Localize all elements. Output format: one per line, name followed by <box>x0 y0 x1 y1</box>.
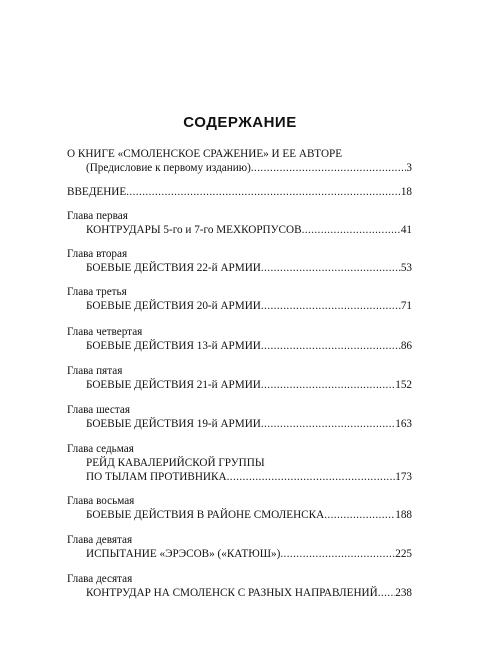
dot-leader <box>261 339 401 353</box>
toc-entry-title: ПО ТЫЛАМ ПРОТИВНИКА <box>86 471 227 483</box>
toc-entry-chapter-1[interactable] <box>86 223 412 237</box>
chapter-label: Глава четвертая <box>67 326 143 338</box>
toc-entry-title: БОЕВЫЕ ДЕЙСТВИЯ 22-й АРМИИ <box>86 262 261 274</box>
toc-entry-chapter-10[interactable] <box>86 586 412 600</box>
toc-entry-page: 188 <box>395 509 412 521</box>
toc-entry-title-line1: РЕЙД КАВАЛЕРИЙСКОЙ ГРУППЫ <box>86 457 265 469</box>
toc-entry-page: 225 <box>395 548 412 560</box>
toc-entry-chapter-7[interactable] <box>86 470 412 484</box>
toc-entry-chapter-2[interactable] <box>86 261 412 275</box>
chapter-label: Глава восьмая <box>67 495 135 507</box>
toc-entry-title: БОЕВЫЕ ДЕЙСТВИЯ В РАЙОНЕ СМОЛЕНСКА <box>86 509 325 521</box>
toc-entry-title: БОЕВЫЕ ДЕЙСТВИЯ 21-й АРМИИ <box>86 379 261 391</box>
page-title: СОДЕРЖАНИЕ <box>183 114 297 131</box>
chapter-label: Глава седьмая <box>67 443 134 455</box>
toc-entry-chapter-8[interactable] <box>86 508 412 522</box>
toc-entry-page: 238 <box>395 587 412 599</box>
dot-leader <box>261 378 395 392</box>
toc-entry-page: 163 <box>395 418 412 430</box>
toc-entry-title: (Предисловие к первому изданию) <box>86 162 251 174</box>
dot-leader <box>261 417 395 431</box>
toc-entry-page: 173 <box>395 471 412 483</box>
toc-entry-chapter-3[interactable] <box>86 299 412 313</box>
chapter-label: Глава первая <box>67 210 128 222</box>
toc-entry-title: КОНТРУДАРЫ 5-го и 7-го МЕХКОРПУСОВ <box>86 224 302 236</box>
dot-leader <box>126 185 401 199</box>
dot-leader <box>261 299 401 313</box>
toc-entry-title: БОЕВЫЕ ДЕЙСТВИЯ 19-й АРМИИ <box>86 418 261 430</box>
toc-entry-title: БОЕВЫЕ ДЕЙСТВИЯ 13-й АРМИИ <box>86 340 261 352</box>
dot-leader <box>251 161 407 175</box>
toc-entry-page: 71 <box>400 300 412 312</box>
dot-leader <box>324 508 395 522</box>
chapter-label: Глава пятая <box>67 365 123 377</box>
dot-leader <box>302 223 401 237</box>
intro-title-line1: О КНИГЕ «СМОЛЕНСКОЕ СРАЖЕНИЕ» И ЕЕ АВТОРЕ <box>67 148 343 160</box>
toc-entry-page: 152 <box>395 379 412 391</box>
toc-entry-title: ВВЕДЕНИЕ <box>67 186 127 198</box>
chapter-label: Глава девятая <box>67 534 133 546</box>
toc-entry-chapter-9[interactable] <box>86 547 412 561</box>
toc-entry-intro[interactable] <box>86 161 412 175</box>
dot-leader <box>378 586 396 600</box>
toc-entry-chapter-6[interactable] <box>86 417 412 431</box>
chapter-label: Глава шестая <box>67 404 131 416</box>
toc-entry-title: БОЕВЫЕ ДЕЙСТВИЯ 20-й АРМИИ <box>86 300 261 312</box>
dot-leader <box>227 470 396 484</box>
chapter-label: Глава вторая <box>67 248 128 260</box>
toc-entry-title: КОНТРУДАР НА СМОЛЕНСК С РАЗНЫХ НАПРАВЛЕНИЙ <box>86 587 378 599</box>
chapter-label: Глава десятая <box>67 573 133 585</box>
toc-entry-page: 18 <box>400 186 412 198</box>
toc-entry-introduction[interactable] <box>67 185 412 199</box>
dot-leader <box>280 547 395 561</box>
toc-entry-title: ИСПЫТАНИЕ «ЭРЭСОВ» («КАТЮШ») <box>86 548 281 560</box>
toc-entry-page: 41 <box>400 224 412 236</box>
toc-entry-page: 86 <box>400 340 412 352</box>
dot-leader <box>261 261 401 275</box>
toc-entry-page: 3 <box>406 162 412 174</box>
toc-entry-chapter-4[interactable] <box>86 339 412 353</box>
toc-entry-chapter-5[interactable] <box>86 378 412 392</box>
chapter-label: Глава третья <box>67 286 127 298</box>
toc-entry-page: 53 <box>400 262 412 274</box>
